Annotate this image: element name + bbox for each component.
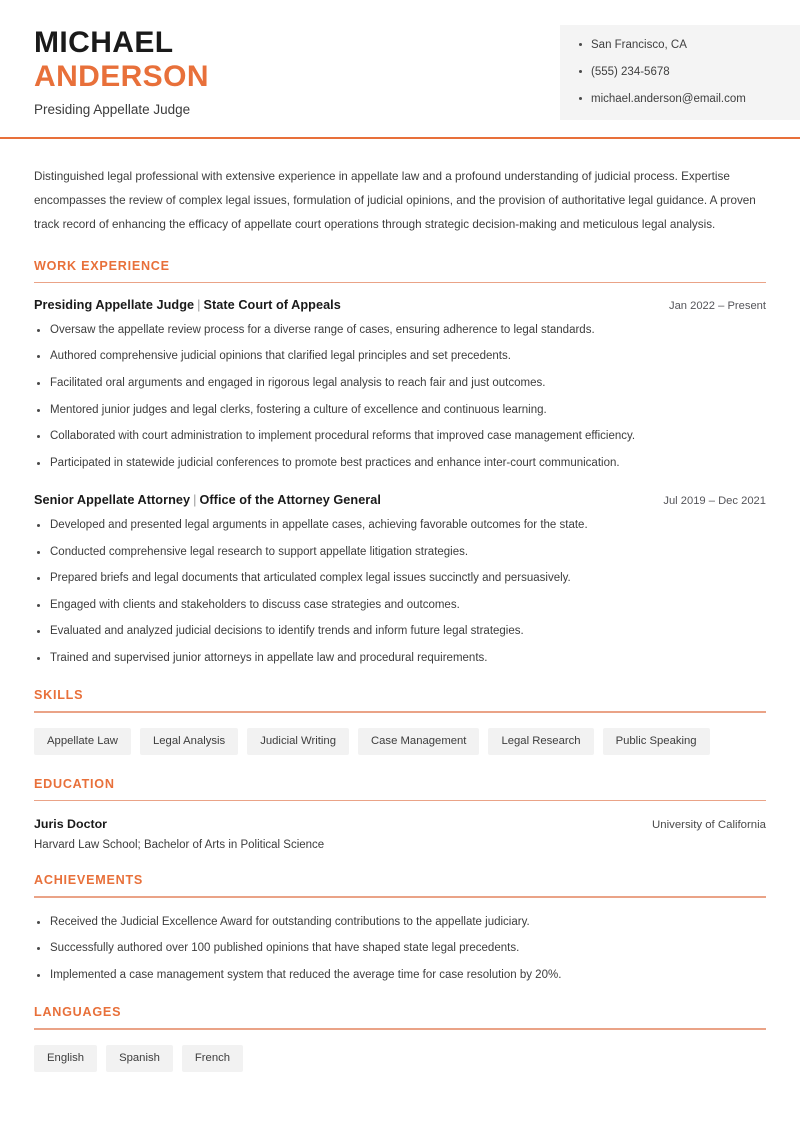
experience-bullet: Developed and presented legal arguments in appellate cases, achieving favorable outcomes for the state. xyxy=(34,518,766,534)
header-job-title: Presiding Appellate Judge xyxy=(34,102,191,118)
experience-bullet-list xyxy=(34,518,766,666)
experience-bullet: Mentored junior judges and legal clerks, fostering a culture of excellence and continuous learning. xyxy=(34,403,766,419)
section-heading-skills: SKILLS xyxy=(34,688,84,703)
experience-date: Jul 2019 – Dec 2021 xyxy=(663,495,766,508)
experience-role: Presiding Appellate Judge xyxy=(34,297,195,312)
achievement-bullet: Implemented a case management system that reduced the average time for case resolution by 20%. xyxy=(34,968,766,984)
contact-phone: (555) 234-5678 xyxy=(578,65,800,80)
education-entry-header xyxy=(34,817,766,831)
experience-organization: Office of the Attorney General xyxy=(199,493,381,508)
section-rule-work-experience xyxy=(34,282,766,283)
achievement-bullet: Successfully authored over 100 published opinions that have shaped state legal precedents. xyxy=(34,941,766,957)
last-name: ANDERSON xyxy=(34,59,209,93)
contact-email: michael.anderson@email.com xyxy=(578,92,800,107)
section-heading-languages: LANGUAGES xyxy=(34,1005,122,1020)
experience-bullet: Facilitated oral arguments and engaged in rigorous legal analysis to reach fair and just outcomes. xyxy=(34,376,766,392)
experience-role: Senior Appellate Attorney xyxy=(34,493,191,508)
section-heading-achievements: ACHIEVEMENTS xyxy=(34,873,144,888)
experience-bullet: Evaluated and analyzed judicial decisions to identify trends and inform future legal strategies. xyxy=(34,624,766,640)
section-rule-achievements xyxy=(34,896,766,897)
skill-chip: Appellate Law xyxy=(34,728,131,755)
section-languages xyxy=(34,1005,766,1072)
first-name: MICHAEL xyxy=(34,26,174,59)
header-divider xyxy=(0,137,800,139)
experience-bullet: Conducted comprehensive legal research to support appellate litigation strategies. xyxy=(34,545,766,561)
achievements-bullet-list xyxy=(34,915,766,984)
experience-bullet: Collaborated with court administration to implement procedural reforms that improved case management efficiency. xyxy=(34,429,766,445)
section-heading-education: EDUCATION xyxy=(34,776,115,791)
section-rule-skills xyxy=(34,711,766,712)
section-rule-languages xyxy=(34,1028,766,1029)
experience-date: Jan 2022 – Present xyxy=(668,299,766,312)
experience-bullet: Authored comprehensive judicial opinions that clarified legal principles and set precedents. xyxy=(34,349,766,365)
experience-bullet: Oversaw the appellate review process for a diverse range of cases, ensuring adherence to legal standards. xyxy=(34,323,766,339)
section-work-experience xyxy=(34,259,766,667)
professional-summary: Distinguished legal professional with extensive experience in appellate law and a profound understanding of judicial process. Expertise encompasses the review of complex legal issues, formulation of judicial opinions, and the provision of authoritative legal guidance. A proven track record of enhancing the efficacy of appellate court operations through strategic decision-making and meticulous legal analysis. xyxy=(34,170,756,231)
experience-entry-header xyxy=(34,493,766,507)
section-skills xyxy=(34,688,766,755)
languages-chip-list xyxy=(34,1045,766,1072)
education-school: University of California xyxy=(652,819,766,832)
section-heading-work-experience: WORK EXPERIENCE xyxy=(34,258,170,273)
language-chip: Spanish xyxy=(106,1045,173,1072)
experience-entry xyxy=(34,493,766,666)
experience-bullet-list xyxy=(34,323,766,471)
resume-header xyxy=(0,0,800,137)
resume-body xyxy=(0,165,800,1072)
experience-title-line xyxy=(34,493,381,507)
skill-chip: Judicial Writing xyxy=(247,728,349,755)
experience-bullet: Participated in statewide judicial conferences to promote best practices and enhance inter-court communication. xyxy=(34,456,766,472)
contact-list xyxy=(578,38,800,107)
experience-bullet: Engaged with clients and stakeholders to discuss case strategies and outcomes. xyxy=(34,598,766,614)
skill-chip: Public Speaking xyxy=(603,728,710,755)
skill-chip: Case Management xyxy=(358,728,479,755)
section-education xyxy=(34,777,766,851)
skill-chip: Legal Research xyxy=(488,728,593,755)
section-rule-education xyxy=(34,800,766,801)
education-degree: Juris Doctor xyxy=(34,817,107,832)
experience-entry-header xyxy=(34,298,766,312)
language-chip: English xyxy=(34,1045,97,1072)
education-detail: Harvard Law School; Bachelor of Arts in Political Science xyxy=(34,839,325,852)
title-separator: | xyxy=(197,297,201,312)
experience-bullet: Trained and supervised junior attorneys in appellate law and procedural requirements. xyxy=(34,651,766,667)
experience-title-line xyxy=(34,298,341,312)
achievement-bullet: Received the Judicial Excellence Award for outstanding contributions to the appellate judiciary. xyxy=(34,915,766,931)
language-chip: French xyxy=(182,1045,243,1072)
contact-box xyxy=(560,25,800,120)
section-achievements xyxy=(34,873,766,983)
experience-organization: State Court of Appeals xyxy=(203,297,341,312)
title-separator: | xyxy=(193,493,197,508)
experience-bullet: Prepared briefs and legal documents that articulated complex legal issues succinctly and persuasively. xyxy=(34,571,766,587)
skill-chip: Legal Analysis xyxy=(140,728,238,755)
contact-location: San Francisco, CA xyxy=(578,38,800,53)
experience-entry xyxy=(34,298,766,471)
skills-chip-list xyxy=(34,728,766,755)
